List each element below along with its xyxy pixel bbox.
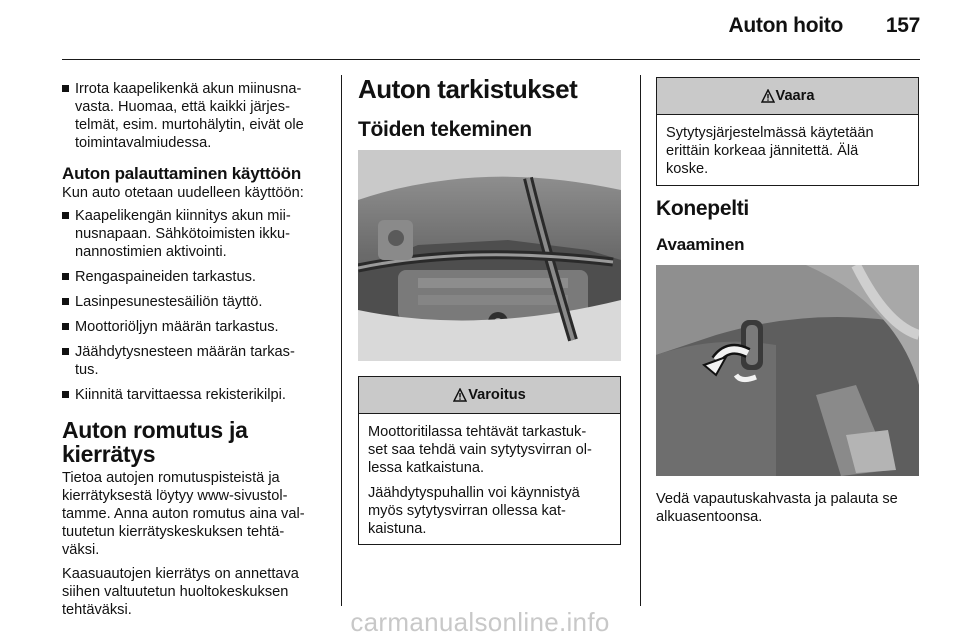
- list-item: [62, 293, 334, 311]
- list-item: [62, 386, 334, 404]
- text-line: Jäähdytyspuhallin voi käynnistyä: [368, 485, 580, 501]
- header-rule: [62, 59, 920, 60]
- text-line: Jäähdytysnesteen määrän tarkas-: [75, 344, 295, 360]
- left-column: [62, 80, 334, 619]
- text-line: Kaasuautojen kierrätys on annettava: [62, 566, 299, 582]
- hood-heading: Konepelti: [656, 197, 749, 220]
- text-line: Rengaspaineiden tarkastus.: [75, 269, 256, 285]
- warning-box-header: [359, 377, 620, 414]
- list-item: [62, 318, 334, 336]
- text-line: nusnapaan. Sähkötoimisten ikku-: [75, 226, 290, 242]
- text-line: lessa katkaistuna.: [368, 460, 485, 476]
- hood-release-illustration: [656, 265, 919, 476]
- battery-bullet-list: [62, 80, 334, 152]
- restore-intro: Kun auto otetaan uudelleen käyttöön:: [62, 185, 304, 201]
- list-item: [62, 343, 334, 379]
- engine-bay-illustration: [358, 150, 621, 361]
- text-line: Moottoritilassa tehtävät tarkastuk-: [368, 424, 587, 440]
- engine-bay-photo: [358, 150, 621, 361]
- danger-title: Vaara: [775, 88, 815, 104]
- list-item: [62, 80, 334, 152]
- text-line: Sytytysjärjestelmässä käytetään: [666, 125, 874, 141]
- warning-triangle-icon: [453, 388, 467, 402]
- text-line: siihen valtuutetun huoltokeskuksen: [62, 584, 289, 600]
- text-line: alkuasentoonsa.: [656, 509, 763, 525]
- opening-heading: Avaaminen: [656, 235, 745, 254]
- text-line: toimintavalmiudessa.: [75, 135, 212, 151]
- text-line: koske.: [666, 161, 709, 177]
- text-line: Kiinnitä tarvittaessa rekisterikilpi.: [75, 387, 286, 403]
- text-line: nannostimien aktivointi.: [75, 244, 227, 260]
- warning-box: [358, 376, 621, 545]
- scrap-paragraph-1: [62, 469, 334, 559]
- subsection-heading: Töiden tekeminen: [358, 118, 532, 141]
- text-line: Moottoriöljyn määrän tarkastus.: [75, 319, 279, 335]
- section-heading: Auton tarkistukset: [358, 74, 578, 104]
- warning-title: Varoitus: [468, 387, 526, 403]
- text-line: kaistuna.: [368, 521, 427, 537]
- text-line: Lasinpesunestesäiliön täyttö.: [75, 294, 263, 310]
- scrap-heading: Auton romutus ja kierrätys: [62, 417, 248, 467]
- text-line: kierrätyksestä löytyy www-sivustol-: [62, 488, 288, 504]
- restore-heading: Auton palauttaminen käyttöön: [62, 164, 302, 183]
- text-line: erittäin korkeaa jännitettä. Älä: [666, 143, 859, 159]
- text-line: Kaapelikengän kiinnitys akun mii-: [75, 208, 291, 224]
- text-line: set saa tehdä vain sytytysvirran ol-: [368, 442, 592, 458]
- page-number: 157: [885, 14, 920, 37]
- text-line: vasta. Huomaa, että kaikki järjes-: [75, 99, 290, 115]
- text-line: tamme. Anna auton romutus aina val-: [62, 506, 305, 522]
- list-item: [62, 207, 334, 261]
- danger-body: [657, 115, 918, 178]
- text-line: Tietoa autojen romutuspisteistä ja: [62, 470, 280, 486]
- running-header-section: Auton hoito: [728, 14, 843, 37]
- list-item: [62, 268, 334, 286]
- text-line: tehtäväksi.: [62, 602, 132, 618]
- text-line: tus.: [75, 362, 99, 378]
- warning-paragraph-2: [368, 484, 611, 538]
- opening-text: [656, 490, 926, 526]
- watermark: carmanualsonline.info: [350, 607, 610, 637]
- text-line: telmät, esim. murtohälytin, eivät ole: [75, 117, 304, 133]
- text-line: myös sytytysvirran ollessa kat-: [368, 503, 566, 519]
- text-line: Irrota kaapelikenkä akun miinusna-: [75, 81, 302, 97]
- danger-box-header: [657, 78, 918, 115]
- restore-list: [62, 207, 334, 404]
- warning-body: [359, 414, 620, 538]
- text-line: Vedä vapautuskahvasta ja palauta se: [656, 491, 898, 507]
- warning-triangle-icon: [761, 89, 775, 103]
- column-divider-1: [341, 75, 342, 606]
- hood-release-photo: [656, 265, 919, 476]
- column-divider-2: [640, 75, 641, 606]
- text-line: tuutetun kierrätyskeskuksen tehtä-: [62, 524, 285, 540]
- warning-paragraph-1: [368, 423, 611, 477]
- danger-box: [656, 77, 919, 186]
- text-line: väksi.: [62, 542, 100, 558]
